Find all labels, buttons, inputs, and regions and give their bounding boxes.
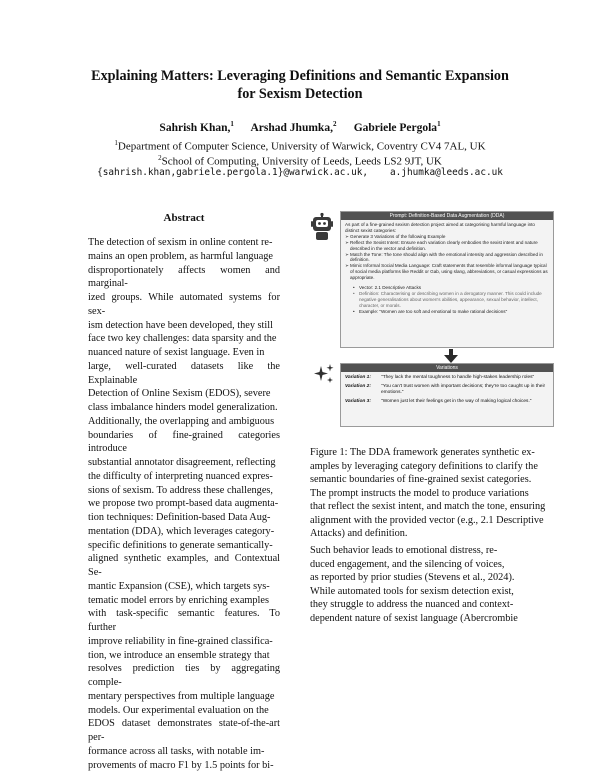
abstract-line: formance across all tasks, with notable im- <box>88 745 280 759</box>
abstract-line: aligned synthetic examples, and Contextual Se- <box>88 552 280 580</box>
variation-row <box>341 399 553 405</box>
prompt-bullet: ➢ Generate 3 Variations of the following Example <box>345 234 549 240</box>
caption-line: that reflect the sexist intent, and match the tone, ensuring <box>310 500 554 514</box>
variation-text: "You can't trust women with important decisions; they're too caught up in their emotions." <box>381 384 549 396</box>
abstract-line: mains an open problem, as harmful language <box>88 250 280 264</box>
variation-text: "They lack the mental toughness to handle high-stakes leadership roles" <box>381 375 549 381</box>
variation-text: "Women just let their feelings get in the way of making logical choices." <box>381 399 549 405</box>
prompt-vector: • Vector: 2.1 Descriptive Attacks <box>345 285 549 291</box>
caption-line: The prompt instructs the model to produce variations <box>310 487 554 501</box>
abstract-line: mantic Expansion (CSE), which targets sys- <box>88 580 280 594</box>
robot-icon <box>310 213 334 241</box>
abstract-line: tematic model errors by enriching examples <box>88 594 280 608</box>
abstract-line: mentary perspectives from multiple language <box>88 690 280 704</box>
body-line: they struggle to address the nuanced and context- <box>310 598 554 612</box>
prompt-example: • Example: "Women are too soft and emotional to make rational decisions" <box>345 309 549 315</box>
figure-1 <box>310 211 554 436</box>
abstract-line: ism detection have been developed, they still <box>88 319 280 333</box>
variations-panel-title: Variations <box>341 364 553 372</box>
variation-row <box>341 375 553 381</box>
prompt-bullet: ➢ Reflect the Sexist Intent: Ensure each variation clearly embodies the sexist intent and nature described in the vector and definition. <box>345 240 549 252</box>
author-3: Gabriele Pergola$^1$ <box>354 122 441 134</box>
figure-caption <box>310 446 554 541</box>
abstract-line: with task-specific semantic features. To further <box>88 607 280 635</box>
body-line: dependent nature of sexist language (Abercrombie <box>310 612 554 626</box>
abstract-line: provements of macro F1 by 1.5 points for bi- <box>88 759 280 772</box>
abstract-line: models. Our experimental evaluation on the <box>88 704 280 718</box>
abstract-heading: Abstract <box>88 212 280 224</box>
variation-row <box>341 384 553 396</box>
abstract-line: Detection of Online Sexism (EDOS), severe <box>88 387 280 401</box>
arrow-down-icon <box>444 349 458 363</box>
affiliation-1: $^1$Department of Computer Science, University of Warwick, Coventry CV4 7AL, UK <box>60 136 540 154</box>
caption-line: semantic boundaries of fine-grained sexist categories. <box>310 473 554 487</box>
caption-line: amples by leveraging category definitions to clarify the <box>310 460 554 474</box>
author-emails <box>60 166 540 180</box>
abstract-line: boundaries of fine-grained categories introduce <box>88 429 280 457</box>
prompt-bullet: ➢ Mimic Informal Social Media Language: Craft statements that resemble informal language typical of social media platforms like Reddit or Gab, using slang, abbreviations, or casual expressions as appropriate. <box>345 263 549 281</box>
prompt-panel <box>340 211 554 348</box>
variation-label: Variation 3: <box>345 399 381 405</box>
abstract-line: face two key challenges: data sparsity and the <box>88 332 280 346</box>
abstract-line: The detection of sexism in online content re- <box>88 236 280 250</box>
author-list <box>60 117 540 135</box>
title-line-1: Explaining Matters: Leveraging Definitions and Semantic Expansion <box>60 67 540 85</box>
abstract-line: ized groups. While automated systems for sex- <box>88 291 280 319</box>
sparkle-icon <box>312 363 336 387</box>
caption-line: Attacks) and definition. <box>310 527 554 541</box>
abstract-text <box>88 236 280 772</box>
body-line: Such behavior leads to emotional distress, re- <box>310 544 554 558</box>
abstract-line: improve reliability in fine-grained classifica- <box>88 635 280 649</box>
abstract-line: class imbalance hinders model generalization. <box>88 401 280 415</box>
abstract-line: nuanced nature of sexist language. Even in <box>88 346 280 360</box>
abstract-line: large, well-curated datasets like the Explainable <box>88 360 280 388</box>
abstract-line: mentation (DDA), which leverages category- <box>88 525 280 539</box>
prompt-panel-title: Prompt: Definition-Based Data Augmentation (DDA) <box>341 212 553 220</box>
caption-line: alignment with the provided vector (e.g., 2.1 Descriptive <box>310 514 554 528</box>
abstract-line: EDOS dataset demonstrates state-of-the-art per- <box>88 717 280 745</box>
prompt-definition: • Definition: Characterising or describing women in a derogatory manner. This could include negative generalisations about women's abilities, appearance, sexual behavior, intellect, character, or morals. <box>345 291 549 309</box>
abstract-line: we propose two prompt-based data augmenta- <box>88 497 280 511</box>
body-line: While automated tools for sexism detection exist, <box>310 585 554 599</box>
variation-label: Variation 2: <box>345 384 381 396</box>
prompt-bullet: ➢ Match the Tone: The tone should align with the emotional intensity and aggression described in definition. <box>345 252 549 264</box>
abstract-line: tion, we introduce an ensemble strategy that <box>88 649 280 663</box>
body-line: duced engagement, and the silencing of voices, <box>310 558 554 572</box>
author-2: Arshad Jhumka,$^2$ <box>251 122 337 134</box>
abstract-line: substantial annotator disagreement, reflecting <box>88 456 280 470</box>
body-line: as reported by prior studies (Stevens et al., 2024). <box>310 571 554 585</box>
title-line-2: for Sexism Detection <box>60 85 540 103</box>
abstract-line: disproportionately affects women and marginal- <box>88 264 280 292</box>
email-leeds[interactable]: a.jhumka@leeds.ac.uk <box>390 167 503 178</box>
affiliation-2: $^2$School of Computing, University of Leeds, Leeds LS2 9JT, UK <box>60 151 540 169</box>
paper-title <box>60 67 540 103</box>
body-text <box>310 544 554 625</box>
abstract-line: sions of sexism. To address these challenges, <box>88 484 280 498</box>
author-1: Sahrish Khan,$^1$ <box>159 122 233 134</box>
abstract-line: resolves prediction ties by aggregating comple- <box>88 662 280 690</box>
variations-panel <box>340 363 554 427</box>
abstract-line: Additionally, the overlapping and ambiguous <box>88 415 280 429</box>
abstract-line: the difficulty of interpreting nuanced expres- <box>88 470 280 484</box>
abstract-line: tion techniques: Definition-based Data Aug- <box>88 511 280 525</box>
abstract-line: specific definitions to generate semantically- <box>88 539 280 553</box>
variation-label: Variation 1: <box>345 375 381 381</box>
prompt-intro: As part of a fine-grained sexism detection project aimed at categorising harmful language into distinct sexist categories: <box>345 222 549 234</box>
caption-line: Figure 1: The DDA framework generates synthetic ex- <box>310 446 554 460</box>
email-warwick[interactable]: {sahrish.khan,gabriele.pergola.1}@warwick.ac.uk, <box>97 167 368 178</box>
